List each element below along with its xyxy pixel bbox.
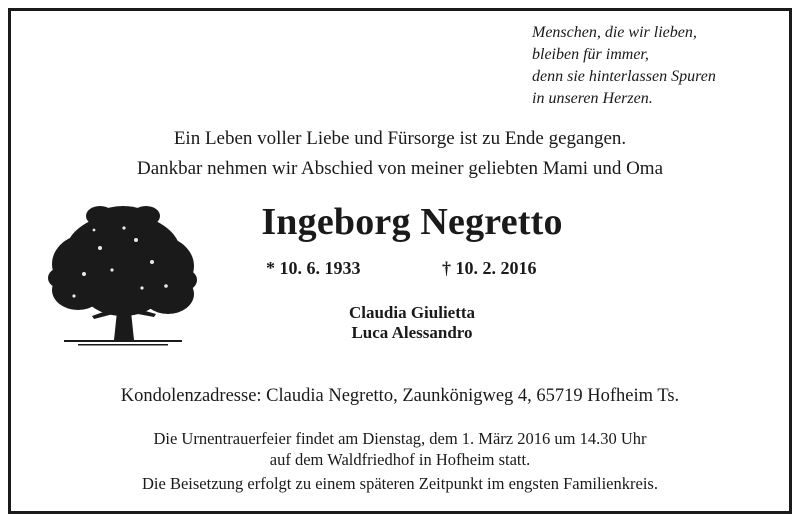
- poem-line: in unseren Herzen.: [532, 90, 653, 107]
- intro-line-2: Dankbar nehmen wir Abschied von meiner geliebten Mami und Oma: [136, 158, 664, 179]
- mourners: [12, 303, 800, 343]
- death-date: † 10. 2. 2016: [442, 258, 537, 278]
- birth-date: * 10. 6. 1933: [266, 258, 361, 278]
- poem-line: Menschen, die wir lieben,: [532, 24, 697, 41]
- deceased-name: Ingeborg Negretto: [261, 201, 563, 243]
- mourner-name: Luca Alessandro: [351, 323, 473, 342]
- poem-line: denn sie hinterlassen Spuren: [532, 68, 716, 85]
- mourner-name: Claudia Giulietta: [348, 303, 476, 322]
- burial-info: Die Beisetzung erfolgt zu einem späteren Zeitpunkt im engsten Familienkreis.: [142, 474, 658, 493]
- intro-line-1: Ein Leben voller Liebe und Fürsorge ist zu Ende gegangen.: [173, 128, 627, 149]
- ceremony-line-1: Die Urnentrauerfeier findet am Dienstag, dem 1. März 2016 um 14.30 Uhr: [153, 429, 647, 448]
- memorial-poem: [532, 22, 716, 110]
- ceremony-line-2: auf dem Waldfriedhof in Hofheim statt.: [269, 450, 531, 469]
- ceremony-info: [0, 428, 800, 470]
- condolence-address: Kondolenzadresse: Claudia Negretto, Zaunkönigweg 4, 65719 Hofheim Ts.: [120, 386, 680, 406]
- poem-line: bleiben für immer,: [532, 46, 649, 63]
